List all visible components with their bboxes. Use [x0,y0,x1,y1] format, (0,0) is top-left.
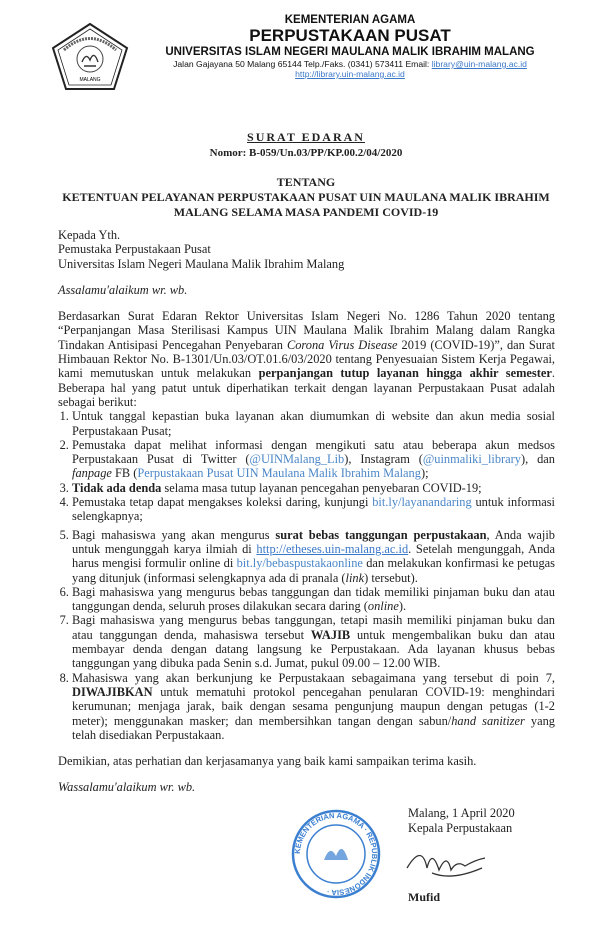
text-segment: Untuk tanggal kepastian buka layanan akan diumumkan di website dan akun media sosial Perpustakaan Pusat; [72,409,555,438]
letterhead [140,14,560,79]
official-stamp [290,808,382,900]
text-segment: yang telah disediakan Perpustakaan. [72,713,556,742]
list-item [72,409,555,438]
text-segment: link [345,570,365,585]
svg-text:MALANG: MALANG [79,77,101,83]
text-segment: ) tersebut). [364,570,418,585]
letter-subject [60,175,552,220]
text-segment: untuk mengembalikan buku dan atau membayar denda dengan datang langsung ke Perpustakaan. Ada layanan khusus bebas tanggungan yang dibuka pada Senin s.d. Jumat, pukul 09.00 – 12.00 WIB. [72,627,555,671]
list-item [72,585,555,614]
letter-title [0,130,612,159]
text-segment: ), Instagram ( [344,452,423,467]
list-item [72,481,555,495]
place-date: Malang, 1 April 2020 [408,806,515,820]
university-name: UNIVERSITAS ISLAM NEGERI MAULANA MALIK IBRAHIM MALANG [165,46,535,58]
letter-body [58,228,555,795]
letter-type: SURAT EDARAN [247,130,365,144]
text-segment: FB ( [111,466,138,481]
recipient-line: Kepada Yth. [58,228,121,242]
address: Jalan Gajayana 50 Malang 65144 Telp./Faks. (0341) 573411 Email: [173,59,432,69]
text-segment: online [367,599,399,614]
email-link[interactable]: library@uin-malang.ac.id [431,59,527,69]
text-segment: Bagi mahasiswa yang akan mengurus [72,527,276,542]
text-segment: Pemustaka tetap dapat mengakses koleksi daring, kunjungi [72,495,373,510]
signature-block [408,806,515,836]
list-item [72,528,555,585]
list-item [72,438,555,481]
text-segment: Tidak ada denda [72,480,162,495]
text-segment: Bagi mahasiswa yang mengurus bebas tanggungan, tetapi masih memiliki pinjaman buku dan atau tanggungan denda, mahasiswa tersebut [72,613,555,642]
link[interactable]: bit.ly/bebaspustakaonline [236,556,363,571]
text-segment: Corona Virus Disease [286,337,398,352]
text-segment: perpanjangan tutup layanan hingga akhir semester [258,366,552,381]
recipient-line: Pemustaka Perpustakaan Pusat [58,242,211,257]
text-segment: hand sanitizer [451,713,525,728]
text-segment: Bagi mahasiswa yang mengurus bebas tanggungan dan tidak memiliki pinjaman buku dan atau tanggungan denda, seluruh proses dilakukan secara daring ( [72,584,555,614]
text-segment: Mahasiswa yang akan berkunjung ke Perpustakaan sebagaimana yang tersebut di poin 7, [72,670,555,685]
handwritten-signature [402,838,492,888]
closing: Demikian, atas perhatian dan kerjasamanya yang baik kami sampaikan terima kasih. [58,754,477,769]
text-segment: Berdasarkan Surat Edaran Rektor Universitas Islam Negeri No. 1286 Tahun 2020 tentang “Perpanjangan Masa Sterilisasi Kampus UIN Maulana Malik Ibrahim Malang dalam Rangka Tindakan Antisipasi Pencegahan Penyebaran [58,309,555,352]
list-item [72,613,555,670]
text-segment: ), dan [521,452,555,467]
subject-text: KETENTUAN PELAYANAN PERPUSTAKAAN PUSAT UIN MAULANA MALIK IBRAHIM MALANG SELAMA MASA PANDEMI COVID-19 [62,190,550,219]
text-segment: dan melakukan konfirmasi ke petugas yang ditunjuk (informasi selengkapnya ada di pranala ( [72,556,556,585]
letter-number: Nomor: B-059/Un.03/PP/KP.00.2/04/2020 [209,147,403,159]
text-segment: 2019 (COVID-19)”, dan Surat Himbauan Rektor No. B-1301/Un.03/OT.01.6/03/2020 tentang Penyesuaian Sistem Kerja Pegawai, kami memutuskan untuk melakukan [58,337,555,381]
link[interactable]: @UINMalang_Lib [249,452,345,467]
text-segment: untuk mematuhi protokol pencegahan penularan COVID-19: menghindari kerumunan; menjaga jarak, baik dengan sesama pengunjung maupun dengan petugas (1-2 meter); menggunakan masker; dan membersihkan tangan dengan sabun/ [72,684,555,728]
greeting: Assalamu'alaikum wr. wb. [58,282,188,297]
text-segment: surat bebas tanggungan perpustakaan [275,527,487,542]
university-logo [50,22,130,92]
provisions-list [58,409,555,742]
signer-position: Kepala Perpustakaan [408,821,513,835]
svg-text:KEMENTERIAN AGAMA · REPUBLIK I: KEMENTERIAN AGAMA · REPUBLIK INDONESIA · [292,810,380,898]
link[interactable]: http://etheses.uin-malang.ac.id [256,541,409,556]
text-segment: untuk informasi selengkapnya; [72,495,555,524]
ministry-name: KEMENTERIAN AGAMA [284,14,416,26]
text-segment: WAJIB [310,627,351,642]
text-segment: ); [420,466,429,481]
library-name: PERPUSTAKAAN PUSAT [249,26,451,45]
text-segment: fanpage [72,466,112,481]
recipient-line: Universitas Islam Negeri Maulana Malik Ibrahim Malang [58,256,345,271]
link[interactable]: @uinmaliki_library [422,452,522,467]
text-segment: selama masa tutup layanan pencegahan penyebaran COVID-19; [161,480,482,495]
text-segment: , Anda wajib untuk mengunggah karya ilmiah di [72,527,555,556]
text-segment: Pemustaka dapat melihat informasi dengan mengikuti satu atau beberapa akun medsos Perpustakaan Pusat di Twitter ( [72,437,555,467]
link[interactable]: Perpustakaan Pusat UIN Maulana Malik Ibrahim Malang [137,466,421,481]
list-item [72,671,555,742]
signer-name: Mufid [408,890,441,904]
text-segment: DIWAJIBKAN [72,684,153,699]
list-item [72,495,555,524]
farewell: Wassalamu'alaikum wr. wb. [58,780,196,795]
text-segment: ). [398,599,407,614]
subject-label: TENTANG [276,175,336,189]
text-segment: . Setelah mengunggah, Anda harus mengisi formulir online di [72,541,555,571]
link[interactable]: bit.ly/layanandaring [372,495,472,510]
website-link[interactable]: http://library.uin-malang.ac.id [295,69,405,79]
intro-paragraph [58,309,555,409]
text-segment: . Beberapa hal yang patut untuk diperhatikan terkait dengan layanan Perpustakaan Pusat adalah sebagai berikut: [58,366,555,409]
